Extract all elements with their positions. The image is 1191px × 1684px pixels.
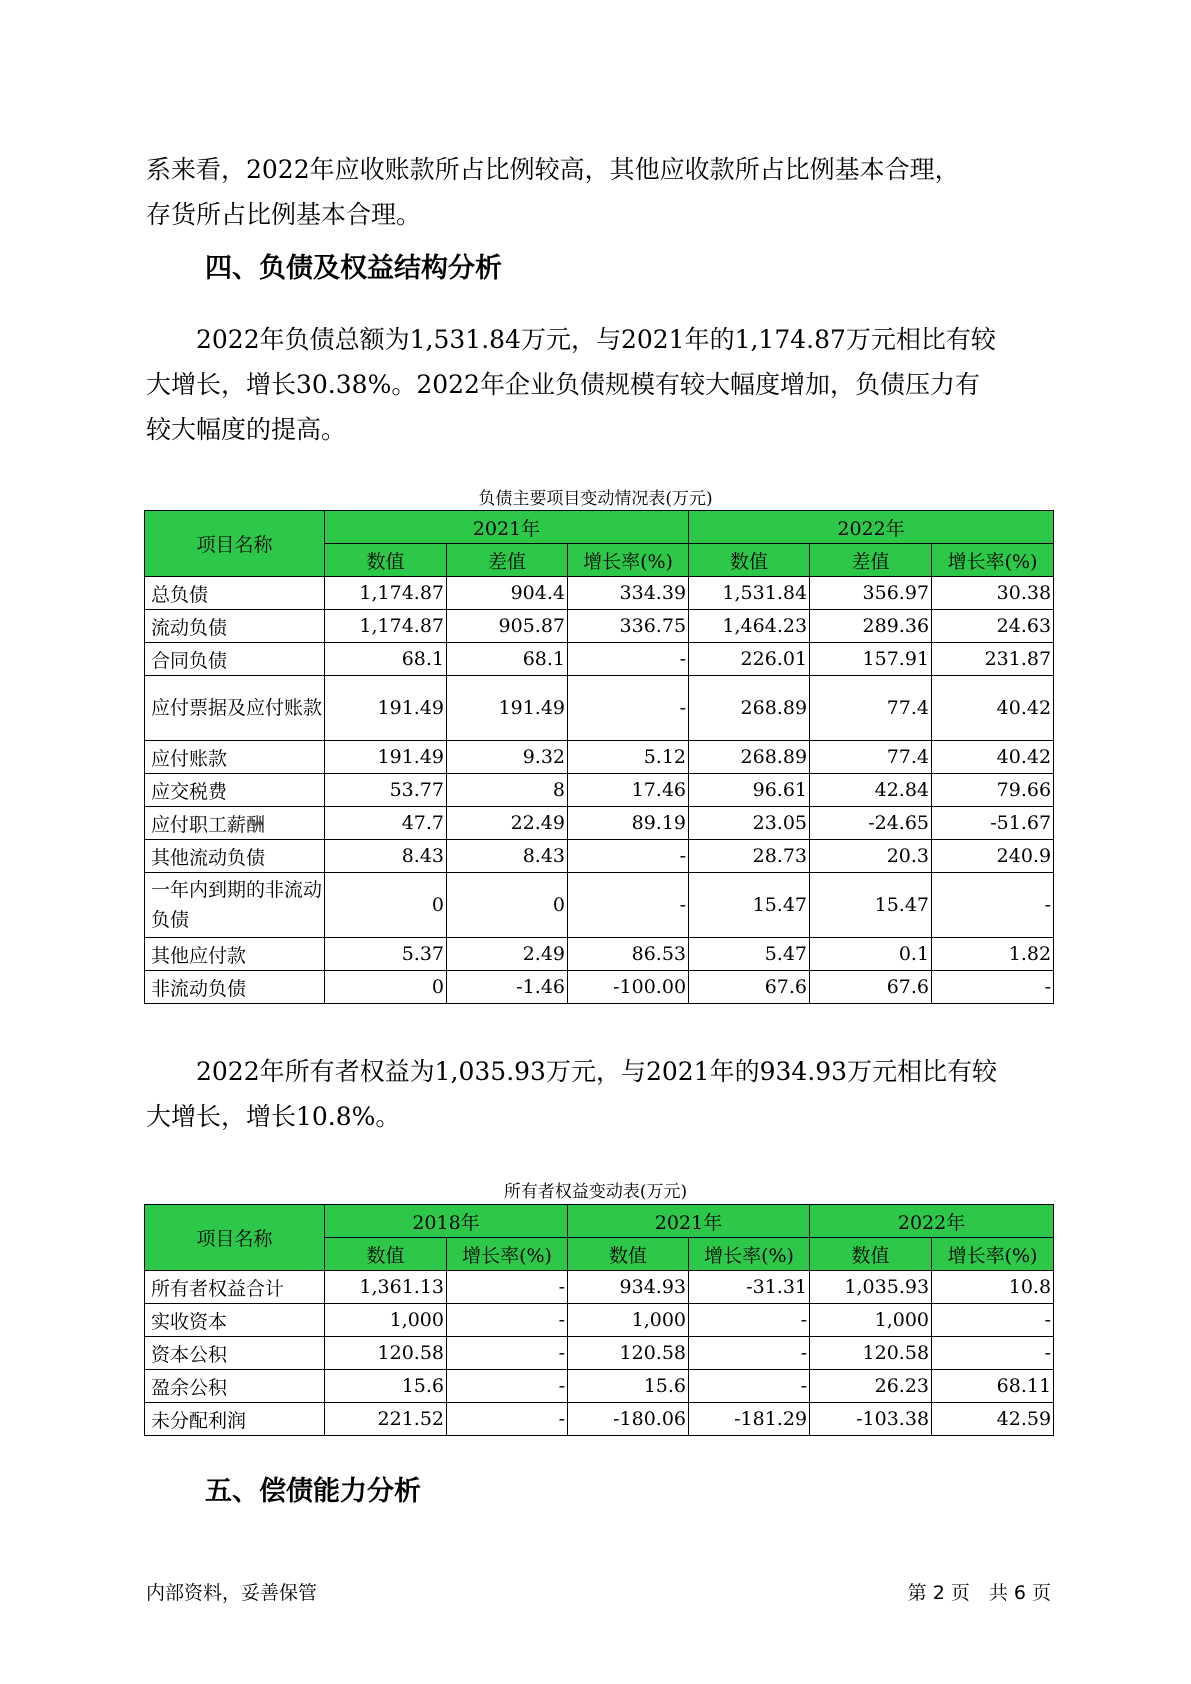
cell: 1,000 <box>325 1304 447 1337</box>
cell: 934.93 <box>568 1271 689 1304</box>
cell: 120.58 <box>568 1337 689 1370</box>
footer-confidential: 内部资料，妥善保管 <box>146 1582 318 1604</box>
year-header: 2021年 <box>325 511 689 544</box>
paragraph-line: 2022年所有者权益为1,035.93万元，与2021年的934.93万元相比有较 <box>146 1057 998 1086</box>
column-header: 差值 <box>810 544 932 577</box>
table-row <box>145 1370 1054 1403</box>
cell: 1,000 <box>810 1304 932 1337</box>
column-header: 增长率(%) <box>932 544 1054 577</box>
column-header: 增长率(%) <box>447 1238 568 1271</box>
cell: 22.49 <box>447 807 568 840</box>
paragraph-line: 2022年负债总额为1,531.84万元，与2021年的1,174.87万元相比有较 <box>146 325 996 354</box>
cell: 68.11 <box>932 1370 1054 1403</box>
cell: 289.36 <box>810 610 932 643</box>
cell: 23.05 <box>689 807 810 840</box>
cell: 334.39 <box>568 577 689 610</box>
row-label: 实收资本 <box>145 1304 325 1337</box>
cell: 9.32 <box>447 741 568 774</box>
row-label: 一年内到期的非流动负债 <box>145 873 325 938</box>
row-label: 总负债 <box>145 577 325 610</box>
cell: 77.4 <box>810 676 932 741</box>
row-label: 非流动负债 <box>145 971 325 1004</box>
paragraph-line: 大增长，增长10.8%。 <box>146 1102 401 1131</box>
cell: 904.4 <box>447 577 568 610</box>
column-header: 数值 <box>325 1238 447 1271</box>
cell: 1,000 <box>568 1304 689 1337</box>
section-heading: 四、负债及权益结构分析 <box>205 253 502 284</box>
cell: 5.47 <box>689 938 810 971</box>
year-header: 2018年 <box>325 1205 568 1238</box>
equity-paragraph <box>146 1049 1051 1139</box>
cell: - <box>932 1337 1054 1370</box>
cell: 905.87 <box>447 610 568 643</box>
cell: 20.3 <box>810 840 932 873</box>
cell: 120.58 <box>325 1337 447 1370</box>
cell: - <box>689 1337 810 1370</box>
cell: -103.38 <box>810 1403 932 1436</box>
cell: 86.53 <box>568 938 689 971</box>
cell: 24.63 <box>932 610 1054 643</box>
column-header: 增长率(%) <box>568 544 689 577</box>
cell: 5.12 <box>568 741 689 774</box>
table-row <box>145 676 1054 741</box>
column-header-name: 项目名称 <box>145 511 325 577</box>
cell: 8.43 <box>325 840 447 873</box>
cell: -24.65 <box>810 807 932 840</box>
cell: 221.52 <box>325 1403 447 1436</box>
table-row <box>145 577 1054 610</box>
column-header: 数值 <box>568 1238 689 1271</box>
cell: 5.37 <box>325 938 447 971</box>
cell: - <box>568 840 689 873</box>
column-header: 数值 <box>810 1238 932 1271</box>
column-header: 数值 <box>325 544 447 577</box>
cell: 226.01 <box>689 643 810 676</box>
cell: 15.6 <box>325 1370 447 1403</box>
cell: 1,035.93 <box>810 1271 932 1304</box>
cell: 68.1 <box>325 643 447 676</box>
table-row <box>145 741 1054 774</box>
table-row <box>145 807 1054 840</box>
table-caption: 负债主要项目变动情况表(万元) <box>478 489 713 509</box>
table-row <box>145 643 1054 676</box>
cell: 1,361.13 <box>325 1271 447 1304</box>
table-row <box>145 1403 1054 1436</box>
intro-line: 存货所占比例基本合理。 <box>146 200 422 229</box>
year-header: 2022年 <box>689 511 1054 544</box>
cell: 2.49 <box>447 938 568 971</box>
cell: - <box>689 1304 810 1337</box>
cell: 42.84 <box>810 774 932 807</box>
cell: -180.06 <box>568 1403 689 1436</box>
row-label: 应付职工薪酬 <box>145 807 325 840</box>
column-header: 增长率(%) <box>932 1238 1054 1271</box>
row-label: 应付票据及应付账款 <box>145 676 325 741</box>
intro-paragraph <box>146 147 1051 237</box>
cell: 28.73 <box>689 840 810 873</box>
cell: 0 <box>447 873 568 938</box>
cell: - <box>568 643 689 676</box>
cell: -31.31 <box>689 1271 810 1304</box>
footer-page-number: 第 2 页 共 6 页 <box>907 1582 1051 1604</box>
column-header: 数值 <box>689 544 810 577</box>
cell: - <box>447 1304 568 1337</box>
column-header: 增长率(%) <box>689 1238 810 1271</box>
cell: - <box>689 1370 810 1403</box>
cell: 1,464.23 <box>689 610 810 643</box>
row-label: 盈余公积 <box>145 1370 325 1403</box>
paragraph-line: 较大幅度的提高。 <box>146 415 347 444</box>
row-label: 流动负债 <box>145 610 325 643</box>
cell: 53.77 <box>325 774 447 807</box>
cell: - <box>568 873 689 938</box>
cell: - <box>932 1304 1054 1337</box>
cell: 157.91 <box>810 643 932 676</box>
row-label: 应交税费 <box>145 774 325 807</box>
row-label: 资本公积 <box>145 1337 325 1370</box>
cell: 268.89 <box>689 676 810 741</box>
column-header-name: 项目名称 <box>145 1205 325 1271</box>
row-label: 其他应付款 <box>145 938 325 971</box>
cell: 191.49 <box>447 676 568 741</box>
cell: - <box>568 676 689 741</box>
cell: 30.38 <box>932 577 1054 610</box>
cell: - <box>932 873 1054 938</box>
cell: 120.58 <box>810 1337 932 1370</box>
cell: 1.82 <box>932 938 1054 971</box>
table-row <box>145 774 1054 807</box>
column-header: 差值 <box>447 544 568 577</box>
cell: 10.8 <box>932 1271 1054 1304</box>
liability-paragraph <box>146 317 1051 452</box>
row-label: 合同负债 <box>145 643 325 676</box>
cell: 89.19 <box>568 807 689 840</box>
cell: 1,174.87 <box>325 610 447 643</box>
cell: 191.49 <box>325 676 447 741</box>
equity-table <box>144 1204 1054 1436</box>
cell: -100.00 <box>568 971 689 1004</box>
cell: 336.75 <box>568 610 689 643</box>
cell: 68.1 <box>447 643 568 676</box>
table-caption: 所有者权益变动表(万元) <box>503 1182 688 1202</box>
table-row <box>145 873 1054 938</box>
cell: -1.46 <box>447 971 568 1004</box>
table-row <box>145 938 1054 971</box>
cell: 0 <box>325 873 447 938</box>
cell: 15.6 <box>568 1370 689 1403</box>
year-header: 2021年 <box>568 1205 810 1238</box>
cell: - <box>447 1271 568 1304</box>
cell: 1,174.87 <box>325 577 447 610</box>
cell: 356.97 <box>810 577 932 610</box>
cell: 0 <box>325 971 447 1004</box>
cell: 42.59 <box>932 1403 1054 1436</box>
cell: 0.1 <box>810 938 932 971</box>
cell: 191.49 <box>325 741 447 774</box>
cell: 15.47 <box>689 873 810 938</box>
cell: 79.66 <box>932 774 1054 807</box>
cell: 8 <box>447 774 568 807</box>
table-row <box>145 1271 1054 1304</box>
cell: 77.4 <box>810 741 932 774</box>
cell: 67.6 <box>810 971 932 1004</box>
cell: 240.9 <box>932 840 1054 873</box>
paragraph-line: 大增长，增长30.38%。2022年企业负债规模有较大幅度增加，负债压力有 <box>146 370 980 399</box>
table-row <box>145 971 1054 1004</box>
section-heading: 五、偿债能力分析 <box>205 1476 421 1507</box>
table-row <box>145 1304 1054 1337</box>
cell: 231.87 <box>932 643 1054 676</box>
cell: 47.7 <box>325 807 447 840</box>
cell: -181.29 <box>689 1403 810 1436</box>
cell: - <box>932 971 1054 1004</box>
table-row <box>145 610 1054 643</box>
cell: 67.6 <box>689 971 810 1004</box>
table-row <box>145 1337 1054 1370</box>
row-label: 其他流动负债 <box>145 840 325 873</box>
row-label: 所有者权益合计 <box>145 1271 325 1304</box>
cell: - <box>447 1403 568 1436</box>
year-header: 2022年 <box>810 1205 1054 1238</box>
cell: -51.67 <box>932 807 1054 840</box>
cell: 15.47 <box>810 873 932 938</box>
cell: - <box>447 1370 568 1403</box>
liability-table <box>144 510 1054 1004</box>
cell: 40.42 <box>932 676 1054 741</box>
cell: 17.46 <box>568 774 689 807</box>
row-label: 未分配利润 <box>145 1403 325 1436</box>
cell: 26.23 <box>810 1370 932 1403</box>
cell: 8.43 <box>447 840 568 873</box>
intro-line: 系来看，2022年应收账款所占比例较高，其他应收款所占比例基本合理， <box>146 155 960 184</box>
cell: 268.89 <box>689 741 810 774</box>
row-label: 应付账款 <box>145 741 325 774</box>
cell: 40.42 <box>932 741 1054 774</box>
table-row <box>145 840 1054 873</box>
cell: 96.61 <box>689 774 810 807</box>
cell: 1,531.84 <box>689 577 810 610</box>
cell: - <box>447 1337 568 1370</box>
